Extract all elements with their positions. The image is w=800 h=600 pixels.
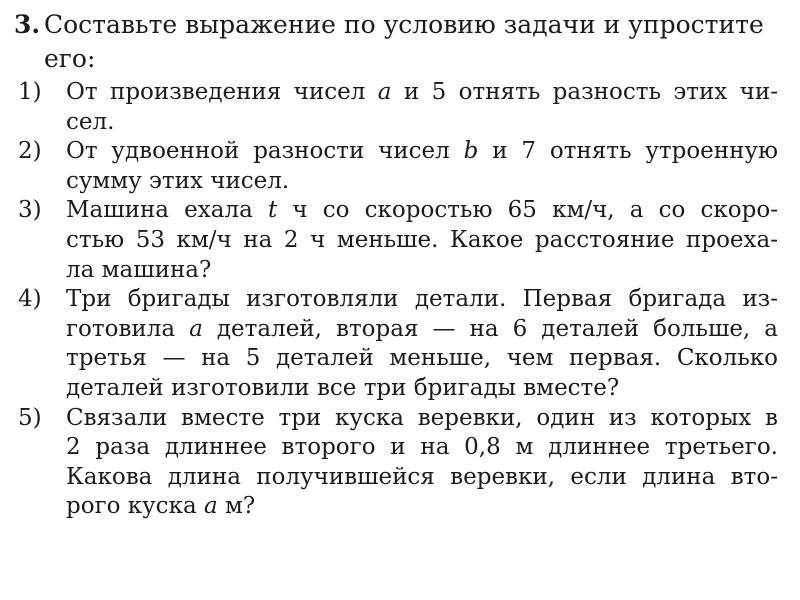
- text-line: [66, 196, 778, 226]
- text-line: [66, 137, 778, 167]
- text-fragment: 2 раза длиннее второго и на 0,8 м длиннее третьего.: [66, 434, 778, 461]
- text-fragment: сумму этих чисел.: [66, 167, 290, 194]
- math-variable: a: [203, 493, 218, 520]
- text-fragment: Какова длина получившейся веревки, если длина вто-: [66, 463, 778, 490]
- text-fragment: готовила: [66, 315, 190, 342]
- task-number: 3.: [14, 10, 41, 39]
- text-fragment: деталей, вторая — на 6 деталей больше, а: [202, 315, 778, 342]
- text-line: [66, 492, 778, 522]
- problem-text: [66, 285, 786, 403]
- problem-number: 3): [18, 197, 42, 224]
- math-variable: b: [463, 138, 479, 165]
- math-variable: a: [377, 79, 392, 105]
- text-line: [66, 167, 778, 197]
- problem-item: [14, 78, 786, 137]
- text-fragment: Три бригады изготовляли детали. Первая бригада из-: [66, 286, 778, 313]
- text-fragment: рого куска: [66, 493, 204, 520]
- problem-number: 4): [18, 286, 42, 313]
- text-line: [66, 344, 778, 374]
- problem-text: [66, 404, 786, 522]
- text-line: [66, 78, 778, 108]
- problem-number: 1): [18, 79, 42, 105]
- problem-item: [14, 285, 786, 403]
- text-line: [66, 404, 778, 434]
- problem-item: [14, 196, 786, 285]
- text-fragment: От удвоенной разности чисел: [66, 138, 464, 165]
- text-fragment: и 5 отнять разность этих чи-: [391, 79, 778, 105]
- text-line: [66, 256, 778, 286]
- text-line: [66, 108, 778, 138]
- problem-number: 2): [18, 138, 42, 165]
- task-header: [14, 8, 786, 76]
- task-instruction: Составьте выражение по условию задачи и упростите его:: [44, 10, 764, 73]
- text-line: [66, 463, 778, 493]
- problem-list: [14, 78, 786, 522]
- text-line: [66, 285, 778, 315]
- problem-text: [66, 137, 786, 196]
- text-fragment: ла машина?: [66, 256, 212, 283]
- text-fragment: От произведения чисел: [66, 79, 378, 105]
- text-fragment: Машина ехала: [66, 197, 268, 224]
- text-line: [66, 433, 778, 463]
- text-fragment: Связали вместе три куска веревки, один из которых в: [66, 404, 778, 431]
- math-variable: a: [189, 315, 203, 342]
- problem-text: [66, 196, 786, 285]
- text-fragment: и 7 отнять утроенную: [478, 138, 778, 165]
- math-variable: t: [267, 197, 278, 224]
- text-line: [66, 226, 778, 256]
- problem-item: [14, 137, 786, 196]
- text-fragment: ч со скоростью 65 км/ч, а со скоро-: [277, 197, 778, 224]
- text-fragment: деталей изготовили все три бригады вместе?: [66, 374, 620, 401]
- text-line: [66, 315, 778, 345]
- problem-item: [14, 404, 786, 522]
- text-fragment: сел.: [66, 108, 115, 135]
- problem-text: [66, 78, 786, 137]
- text-fragment: стью 53 км/ч на 2 ч меньше. Какое расстояние проеха-: [66, 226, 778, 253]
- text-line: [66, 374, 778, 404]
- text-fragment: м?: [217, 493, 256, 520]
- problem-number: 5): [18, 404, 42, 431]
- text-fragment: третья — на 5 деталей меньше, чем первая. Сколько: [66, 345, 778, 372]
